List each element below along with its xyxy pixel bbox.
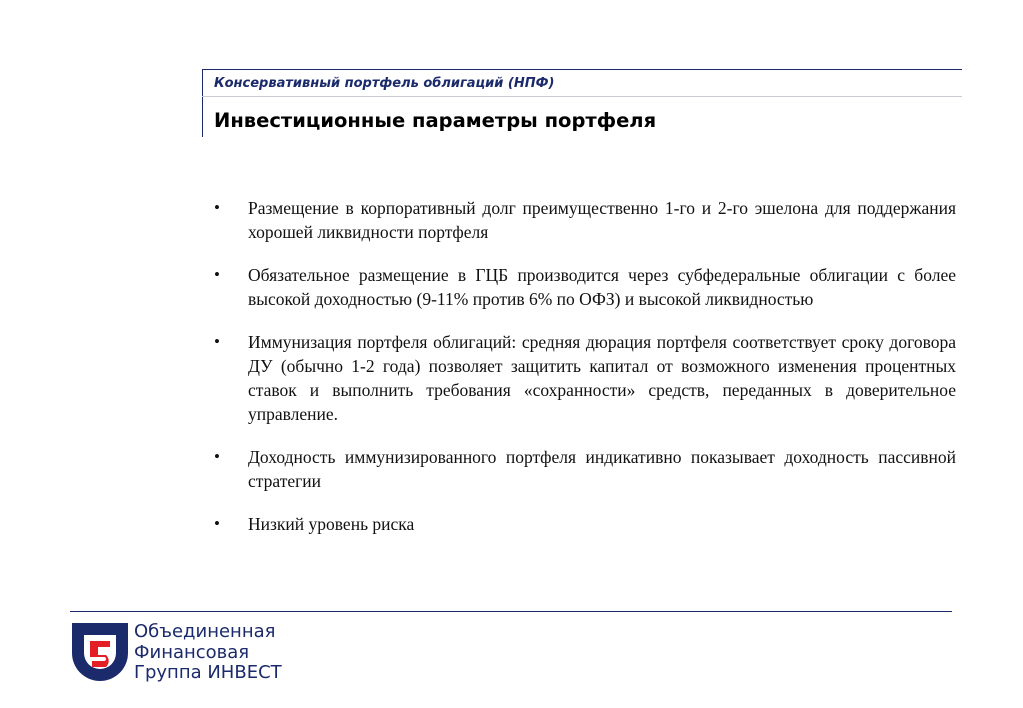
bullet-marker: • <box>214 198 220 217</box>
header-left-divider <box>202 69 203 137</box>
company-name-line: Группа ИНВЕСТ <box>134 662 282 683</box>
company-name-line: Объединенная <box>134 621 276 642</box>
bullet-item <box>214 263 956 311</box>
bullet-text: Доходность иммунизированного портфеля индикативно показывает доходность пассивной стратегии <box>248 447 956 491</box>
bullet-marker: • <box>214 514 220 533</box>
slide-subtitle: Консервативный портфель облигаций (НПФ) <box>214 76 555 91</box>
company-name <box>134 622 282 684</box>
header-mid-divider <box>202 96 962 97</box>
bullet-text: Обязательное размещение в ГЦБ производится через субфедеральные облигации с более высокой доходностью (9-11% против 6% по ОФЗ) и высокой ликвидностью <box>248 265 956 309</box>
bullet-item <box>214 445 956 493</box>
bullet-list <box>214 196 956 555</box>
bullet-item <box>214 196 956 244</box>
bullet-marker: • <box>214 332 220 351</box>
bullet-text: Иммунизация портфеля облигаций: средняя дюрация портфеля соответствует сроку договора ДУ (обычно 1-2 года) позволяет защитить капитал от возможного изменения процентных ставок и выполнить требования «сохранности» средств, переданных в доверительное управление. <box>248 332 956 424</box>
slide-header <box>202 69 962 137</box>
footer-divider <box>70 611 952 612</box>
bullet-item <box>214 330 956 426</box>
bullet-text: Размещение в корпоративный долг преимущественно 1-го и 2-го эшелона для поддержания хорошей ликвидности портфеля <box>248 198 956 242</box>
company-name-line: Финансовая <box>134 641 250 663</box>
bullet-item <box>214 512 956 536</box>
bullet-text: Низкий уровень риска <box>248 514 415 534</box>
bullet-marker: • <box>214 447 220 466</box>
bullet-marker: • <box>214 265 220 284</box>
slide-title: Инвестиционные параметры портфеля <box>214 109 657 132</box>
header-top-divider <box>202 69 962 70</box>
ufg-invest-logo-icon <box>70 621 130 683</box>
